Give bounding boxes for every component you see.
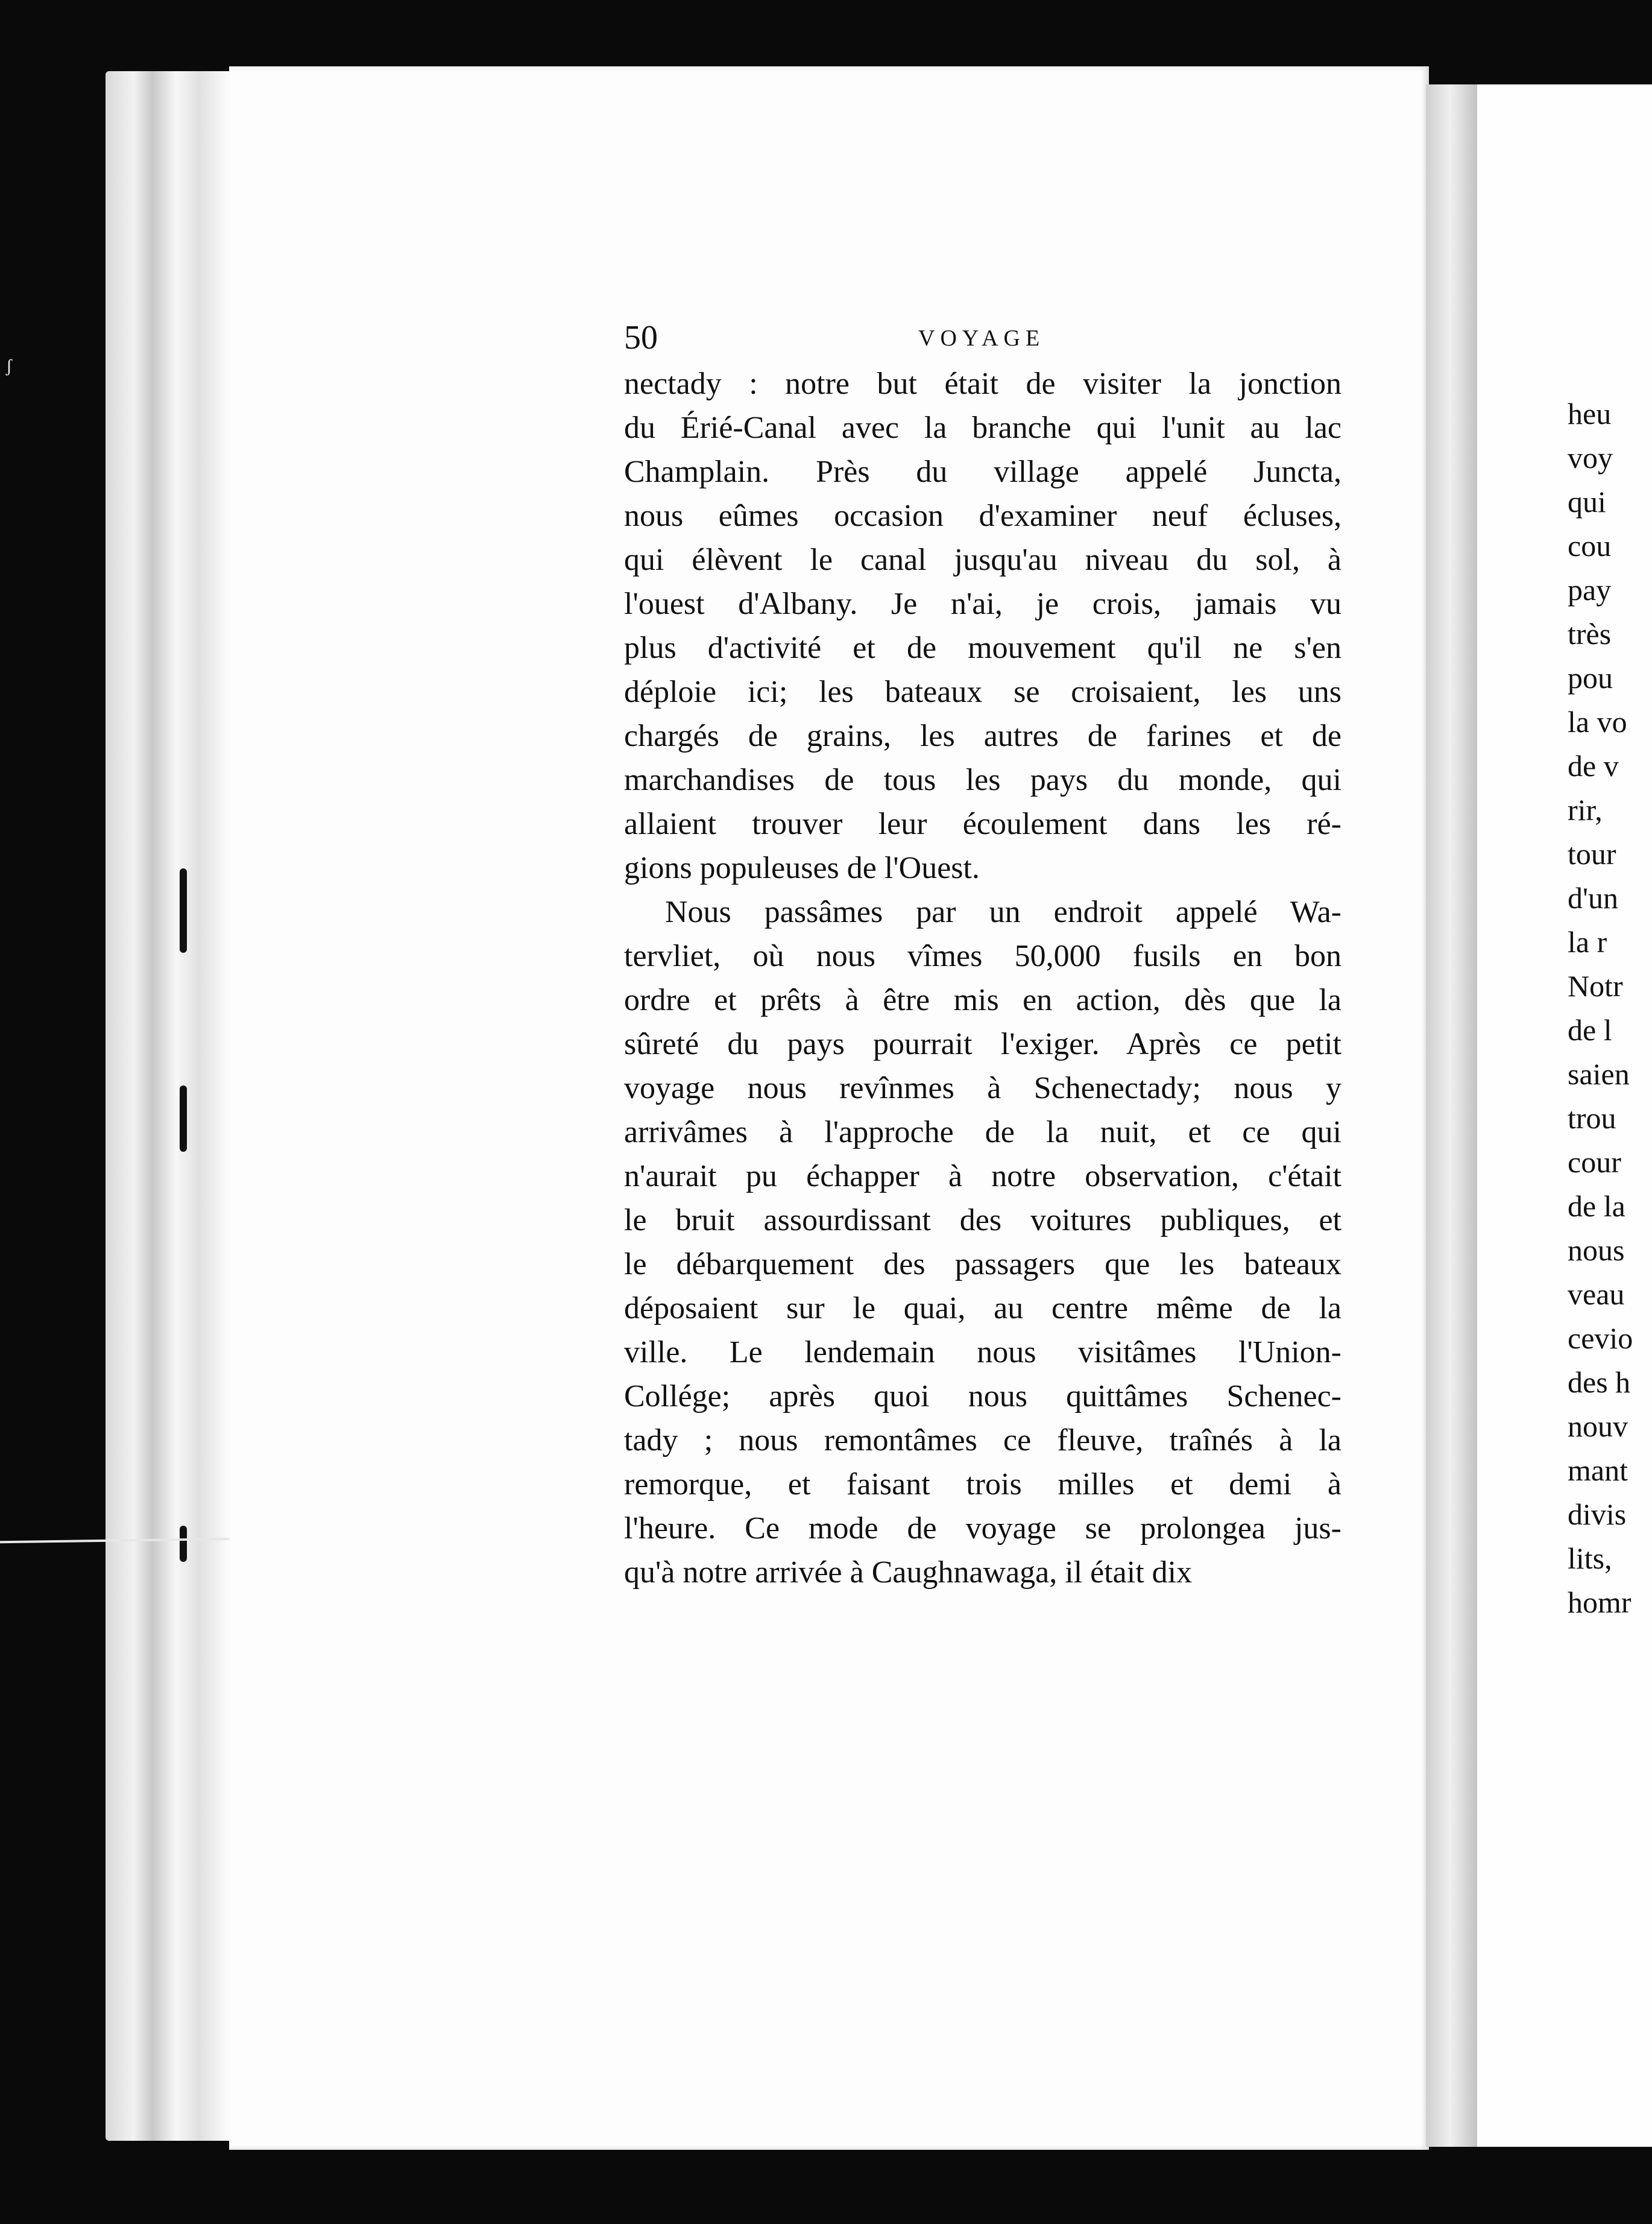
facing-page-fragment: cou (1568, 529, 1612, 563)
facing-page-fragment: de v (1568, 749, 1619, 783)
text-line: nectady : notre but était de visiter la jonction (624, 367, 1341, 401)
text-line: tervliet, où nous vîmes 50,000 fusils en bon (624, 939, 1341, 973)
book-gutter (1426, 84, 1480, 2147)
body-text (624, 362, 1341, 1594)
text-line: plus d'activité et de mouvement qu'il ne s'en (624, 631, 1341, 665)
text-line: le débarquement des passagers que les bateaux (624, 1247, 1341, 1281)
text-line: l'ouest d'Albany. Je n'ai, je crois, jamais vu (624, 587, 1341, 621)
facing-page-fragment: voy (1568, 441, 1613, 475)
facing-page-fragment: nouv (1568, 1409, 1628, 1443)
text-line: gions populeuses de l'Ouest. (624, 851, 980, 885)
facing-page-fragment: rir, (1568, 793, 1603, 827)
text-line: l'heure. Ce mode de voyage se prolongea jus- (624, 1511, 1341, 1546)
text-line: tady ; nous remontâmes ce fleuve, traînés à la (624, 1423, 1341, 1458)
text-line: déposaient sur le quai, au centre même de la (624, 1291, 1341, 1325)
text-line: marchandises de tous les pays du monde, qui (624, 763, 1341, 797)
text-line: qu'à notre arrivée à Caughnawaga, il était dix (624, 1555, 1193, 1590)
facing-page-fragment: qui (1568, 485, 1606, 519)
text-line: Nous passâmes par un endroit appelé Wa- (665, 895, 1341, 929)
facing-page-fragment: la r (1568, 925, 1607, 959)
facing-page-fragment: pay (1568, 573, 1612, 607)
facing-page-fragment: heu (1568, 397, 1612, 431)
facing-page-fragment: lits, (1568, 1541, 1612, 1575)
running-title: VOYAGE (918, 326, 1045, 351)
running-head (624, 317, 1341, 359)
facing-page-fragment: Notr (1568, 969, 1623, 1003)
facing-page-text (1568, 392, 1652, 1625)
facing-page-fragment: mant (1568, 1453, 1628, 1487)
facing-page-fragment: homr (1568, 1585, 1632, 1619)
binding-mark (180, 1085, 187, 1152)
facing-page-fragment: d'un (1568, 881, 1619, 915)
text-line: qui élèvent le canal jusqu'au niveau du sol, à (624, 543, 1341, 577)
facing-page-fragment: cour (1568, 1145, 1621, 1179)
facing-page-fragment: veau (1568, 1277, 1625, 1311)
text-line: Collége; après quoi nous quittâmes Schenec- (624, 1379, 1341, 1414)
page-number: 50 (624, 319, 658, 356)
text-line: chargés de grains, les autres de farines et de (624, 719, 1341, 753)
text-line: ville. Le lendemain nous visitâmes l'Union- (624, 1335, 1341, 1369)
facing-page-fragment: très (1568, 617, 1612, 651)
facing-page-fragment: des h (1568, 1365, 1631, 1399)
text-line: ordre et prêts à être mis en action, dès que la (624, 983, 1341, 1017)
text-line: voyage nous revînmes à Schenectady; nous y (624, 1071, 1341, 1105)
stray-mark: ʃ (6, 356, 12, 376)
text-line: le bruit assourdissant des voitures publiques, et (624, 1203, 1341, 1237)
text-line: remorque, et faisant trois milles et demi à (624, 1467, 1341, 1502)
facing-page-fragment: de la (1568, 1189, 1625, 1223)
text-line: du Érié-Canal avec la branche qui l'unit au lac (624, 411, 1341, 445)
facing-page-fragment: de l (1568, 1013, 1612, 1047)
facing-page-fragment: nous (1568, 1233, 1625, 1267)
binding-mark (180, 868, 187, 953)
facing-page-fragment: trou (1568, 1101, 1616, 1135)
facing-page-fragment: divis (1568, 1497, 1627, 1531)
text-line: allaient trouver leur écoulement dans les ré- (624, 807, 1341, 841)
facing-page-fragment: pou (1568, 661, 1613, 695)
text-line: sûreté du pays pourrait l'exiger. Après ce petit (624, 1027, 1341, 1061)
facing-page-fragment: tour (1568, 837, 1616, 871)
facing-page-fragment: la vo (1568, 705, 1627, 739)
text-line: n'aurait pu échapper à notre observation, c'était (624, 1159, 1341, 1193)
binding-mark (180, 1526, 187, 1562)
text-line: déploie ici; les bateaux se croisaient, les uns (624, 675, 1341, 709)
facing-page-fragment: saien (1568, 1057, 1630, 1091)
facing-page-fragment: cevio (1568, 1321, 1633, 1355)
text-line: nous eûmes occasion d'examiner neuf écluses, (624, 499, 1341, 533)
text-line: Champlain. Près du village appelé Juncta, (624, 455, 1341, 489)
text-line: arrivâmes à l'approche de la nuit, et ce qui (624, 1115, 1341, 1149)
